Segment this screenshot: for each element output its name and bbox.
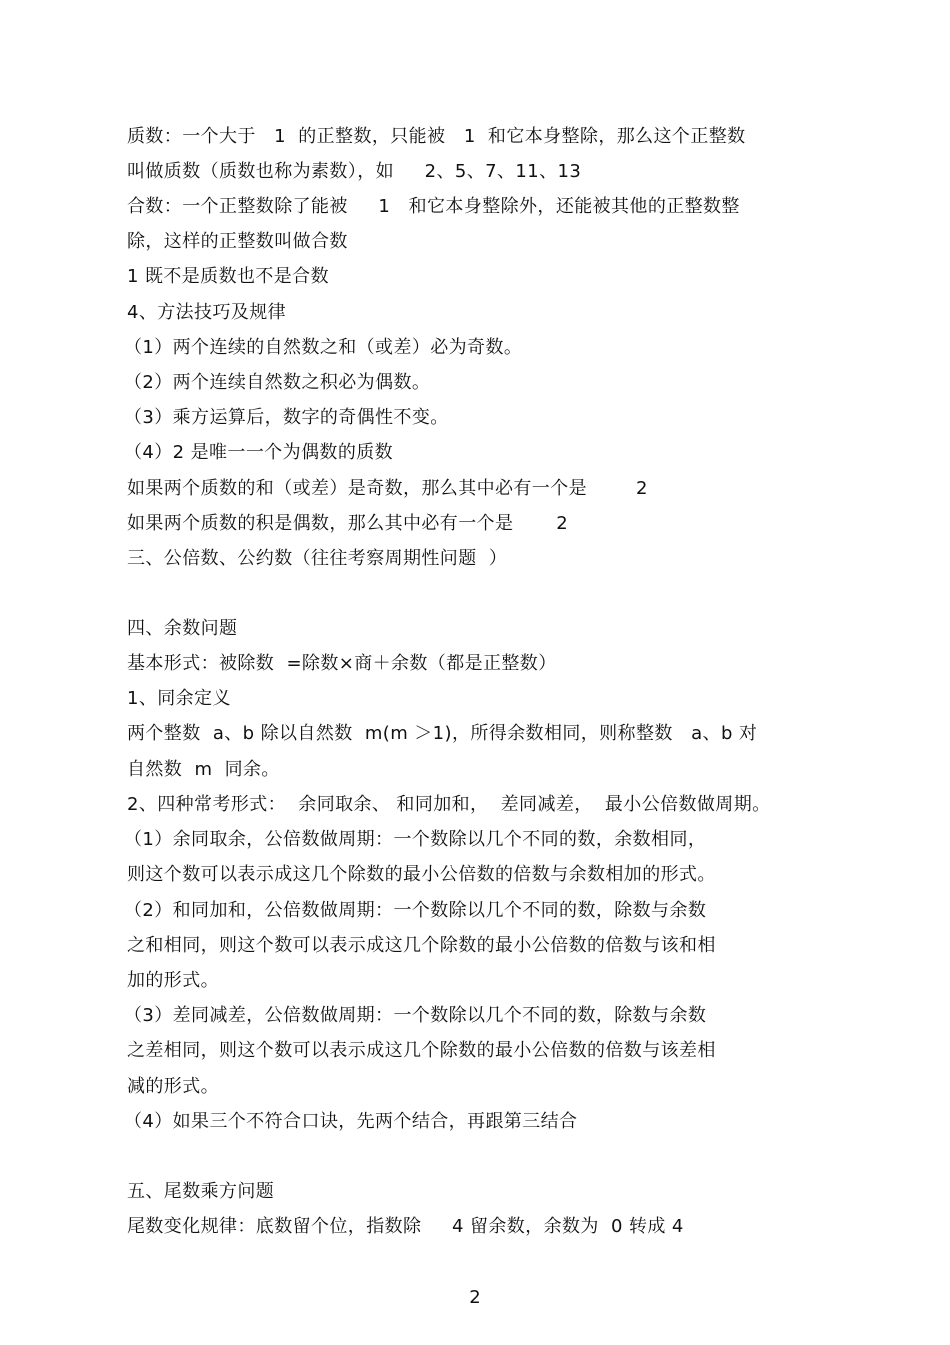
text-line: 加的形式。 <box>127 970 219 991</box>
page-number: 2 <box>469 1287 481 1308</box>
text-line: 如果两个质数的和（或差）是奇数，那么其中必有一个是 2 <box>127 478 648 499</box>
section-heading: 四、余数问题 <box>127 618 238 639</box>
section-heading: 2、四种常考形式： 余同取余、 和同加和， 差同减差， 最小公倍数做周期。 <box>127 794 771 815</box>
text-line: 如果两个质数的积是偶数，那么其中必有一个是 2 <box>127 513 569 534</box>
list-item: （4）2 是唯一一个为偶数的质数 <box>124 442 394 463</box>
text-line: 尾数变化规律：底数留个位，指数除 4 留余数，余数为 0 转成 4 <box>127 1216 684 1237</box>
text-line: 之差相同，则这个数可以表示成这几个除数的最小公倍数的倍数与该差相 <box>127 1040 716 1061</box>
text-line: 两个整数 a、b 除以自然数 m(m ＞1)，所得余数相同，则称整数 a、b 对 <box>127 723 758 744</box>
list-item: （4）如果三个不符合口诀，先两个结合，再跟第三结合 <box>124 1111 578 1132</box>
text-line: 除，这样的正整数叫做合数 <box>127 231 348 252</box>
list-item: （3）差同减差，公倍数做周期：一个数除以几个不同的数，除数与余数 <box>124 1005 707 1026</box>
text-line: 质数：一个大于 1 的正整数，只能被 1 和它本身整除，那么这个正整数 <box>127 126 746 147</box>
section-heading: 三、公倍数、公约数（往往考察周期性问题 ） <box>127 548 508 569</box>
list-item: （1）两个连续的自然数之和（或差）必为奇数。 <box>124 337 523 358</box>
text-line: 之和相同，则这个数可以表示成这几个除数的最小公倍数的倍数与该和相 <box>127 935 716 956</box>
list-item: （2）和同加和，公倍数做周期：一个数除以几个不同的数，除数与余数 <box>124 900 707 921</box>
section-heading: 1、同余定义 <box>127 688 231 709</box>
text-line: 合数：一个正整数除了能被 1 和它本身整除外，还能被其他的正整数整 <box>127 196 740 217</box>
list-item: （3）乘方运算后，数字的奇偶性不变。 <box>124 407 449 428</box>
list-item: （1）余同取余，公倍数做周期：一个数除以几个不同的数，余数相同， <box>124 829 707 850</box>
text-line: 自然数 m 同余。 <box>127 759 280 780</box>
text-line: 1 既不是质数也不是合数 <box>127 266 329 287</box>
list-item: （2）两个连续自然数之积必为偶数。 <box>124 372 431 393</box>
section-heading: 五、尾数乘方问题 <box>127 1181 275 1202</box>
text-line: 基本形式：被除数 =除数×商＋余数（都是正整数） <box>127 653 557 674</box>
text-line: 减的形式。 <box>127 1076 219 1097</box>
text-line: 叫做质数（质数也称为素数），如 2、5、7、11、13 <box>127 161 582 182</box>
text-line: 则这个数可以表示成这几个除数的最小公倍数的倍数与余数相加的形式。 <box>127 864 716 885</box>
section-heading: 4、方法技巧及规律 <box>127 302 287 323</box>
